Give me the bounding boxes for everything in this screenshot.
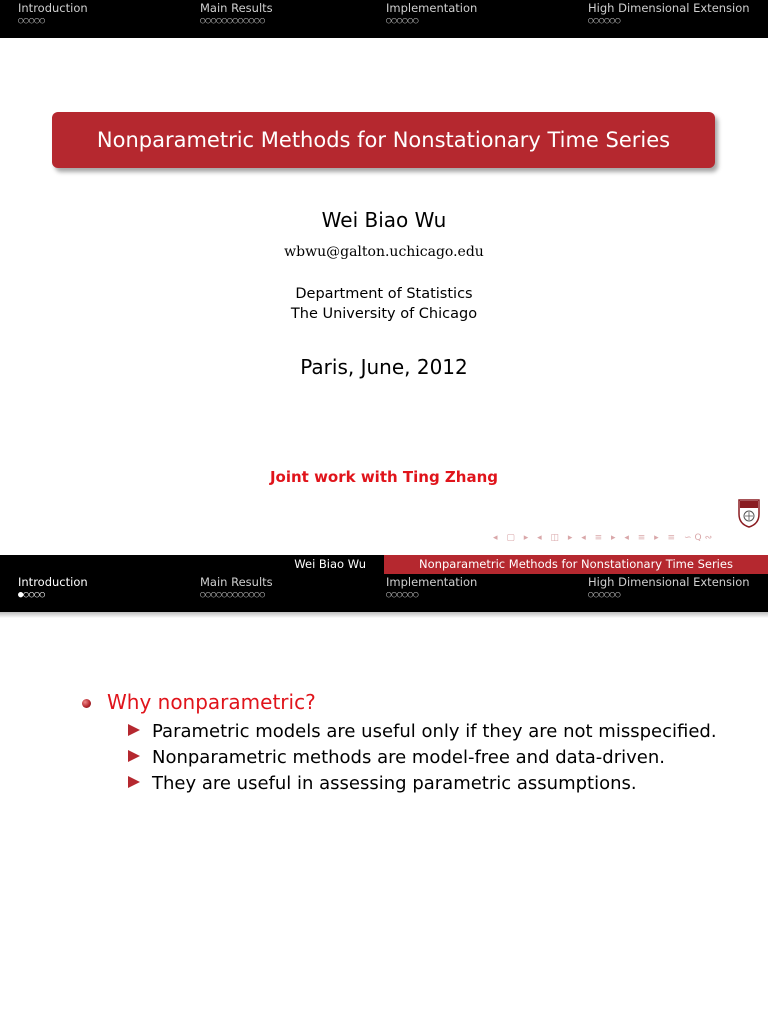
sub-bullet-text: They are useful in assessing parametric assumptions. — [152, 773, 637, 794]
bullet-ball-icon — [82, 699, 91, 708]
sub-bullet-text: Nonparametric methods are model-free and data-driven. — [152, 747, 665, 768]
university-seal-icon — [737, 498, 761, 528]
nav-section-label: High Dimensional Extension — [588, 1, 750, 15]
nav-section-introduction[interactable] — [18, 2, 88, 27]
nav-section-implementation[interactable] — [386, 2, 477, 27]
nav-section-high-dimensional[interactable] — [588, 2, 750, 27]
nav-section-dots[interactable]: ○○○○○○ — [386, 590, 419, 600]
department: Department of Statistics — [295, 286, 473, 302]
nav-section-label: Main Results — [200, 1, 273, 15]
nav-section-introduction[interactable] — [18, 576, 88, 601]
beamer-navigation-symbols[interactable]: ◂ ▢ ▸ ◂ ◫ ▸ ◂ ≡ ▸ ◂ ≡ ▸ ≡ ∽Q∾ — [493, 533, 716, 543]
section-navbar — [0, 574, 768, 612]
main-bullet — [85, 690, 316, 714]
nav-section-label: Introduction — [18, 1, 88, 15]
nav-section-dots[interactable]: ○○○○○○ — [386, 16, 419, 26]
triangle-bullet-icon — [128, 776, 140, 788]
section-navbar — [0, 0, 768, 38]
university: The University of Chicago — [290, 306, 478, 322]
nav-section-dots[interactable]: ○○○○○○○○○○○○ — [200, 590, 266, 600]
author-name: Wei Biao Wu — [321, 208, 447, 232]
nav-section-main-results[interactable] — [200, 2, 273, 27]
navbar-shadow — [0, 612, 768, 618]
title-box — [52, 112, 715, 168]
footer-author: Wei Biao Wu — [294, 557, 366, 571]
sub-bullet — [128, 721, 717, 742]
nav-section-dots[interactable]: ●○○○○ — [18, 590, 46, 600]
footer-title: Nonparametric Methods for Nonstationary Time Series — [384, 555, 768, 574]
triangle-bullet-icon — [128, 750, 140, 762]
place-date: Paris, June, 2012 — [300, 355, 468, 379]
sub-bullet — [128, 773, 637, 794]
nav-section-main-results[interactable] — [200, 576, 273, 601]
nav-section-label: High Dimensional Extension — [588, 575, 750, 589]
main-bullet-text: Why nonparametric? — [107, 690, 316, 714]
nav-section-high-dimensional[interactable] — [588, 576, 750, 601]
nav-section-implementation[interactable] — [386, 576, 477, 601]
content-slide — [0, 555, 768, 1024]
triangle-bullet-icon — [128, 724, 140, 736]
nav-section-label: Main Results — [200, 575, 273, 589]
nav-section-label: Implementation — [386, 1, 478, 15]
author-email: wbwu@galton.uchicago.edu — [284, 244, 484, 260]
nav-section-label: Implementation — [386, 575, 478, 589]
nav-section-dots[interactable]: ○○○○○○○○○○○○ — [200, 16, 266, 26]
sub-bullet-text: Parametric models are useful only if they are not misspecified. — [152, 721, 717, 742]
nav-section-dots[interactable]: ○○○○○ — [18, 16, 46, 26]
nav-section-dots[interactable]: ○○○○○○ — [588, 16, 621, 26]
joint-work-note: Joint work with Ting Zhang — [269, 468, 499, 486]
slide-title: Nonparametric Methods for Nonstationary Time Series — [96, 128, 671, 152]
nav-section-dots[interactable]: ○○○○○○ — [588, 590, 621, 600]
sub-bullet — [128, 747, 665, 768]
nav-section-label: Introduction — [18, 575, 88, 589]
slide-footer-bar — [0, 555, 768, 574]
